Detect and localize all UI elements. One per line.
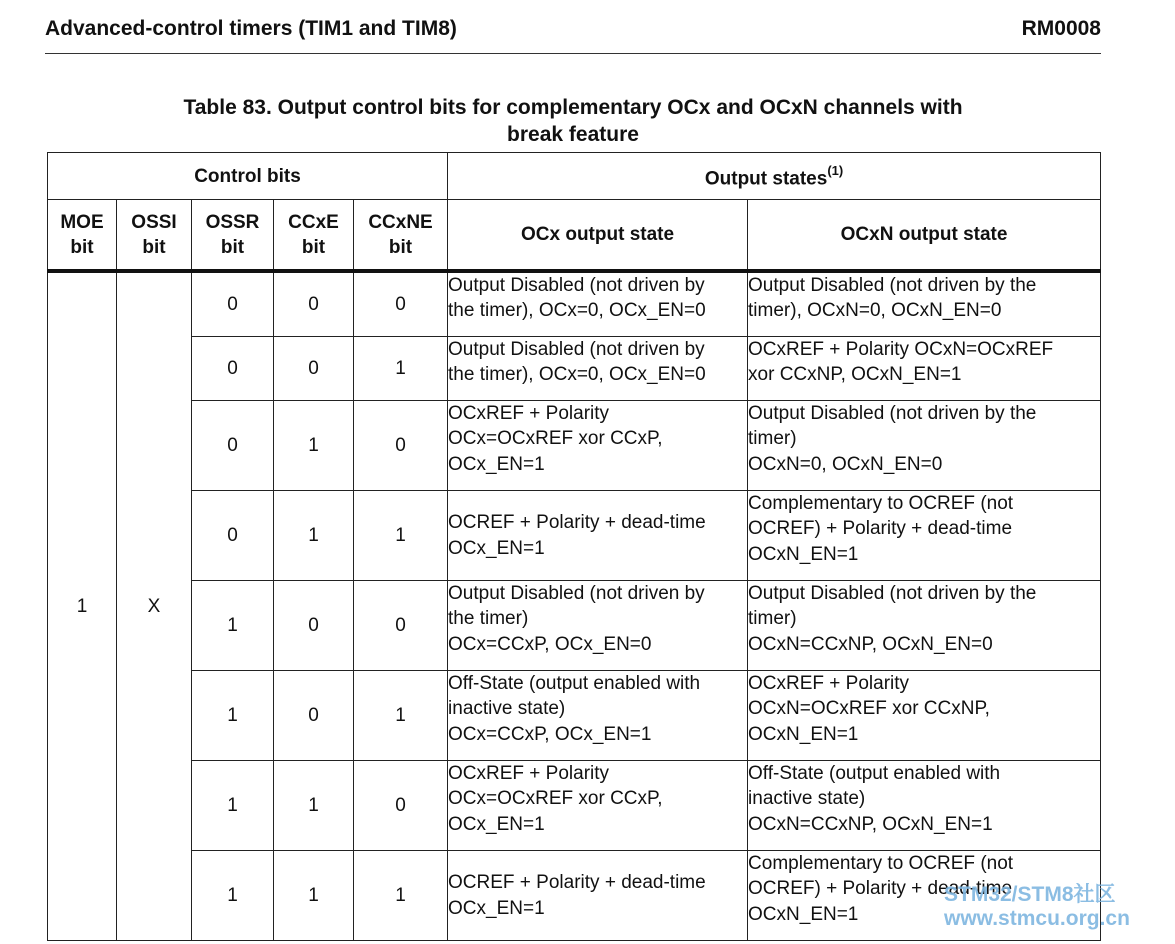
col-ccxne-header: CCxNE bit — [354, 200, 448, 272]
ossi-value-cell: X — [117, 271, 192, 941]
ccxne-cell: 0 — [354, 401, 448, 491]
ccxe-cell: 1 — [274, 761, 354, 851]
ossr-cell: 0 — [192, 491, 274, 581]
table-row — [48, 761, 1101, 851]
col-ccxe-header: CCxE bit — [274, 200, 354, 272]
table-row — [48, 337, 1101, 401]
footnote-marker: (1) — [827, 163, 844, 179]
ossr-cell: 1 — [192, 671, 274, 761]
ossr-cell: 1 — [192, 581, 274, 671]
col-ossi-header: OSSI bit — [117, 200, 192, 272]
ossr-cell: 1 — [192, 851, 274, 941]
caption-line-2: break feature — [507, 123, 639, 146]
ossr-cell: 1 — [192, 761, 274, 851]
ocx-state-cell: OCxREF + Polarity OCx=OCxREF xor CCxP, OCx_EN=1 — [448, 401, 748, 491]
document-id: RM0008 — [1021, 17, 1101, 40]
column-header-row — [48, 200, 1101, 272]
table-row — [48, 581, 1101, 671]
output-states-header: Output states$^{(1)}$ — [448, 153, 1101, 200]
ocxn-state-cell: Output Disabled (not driven by the timer) OCxN=0, OCxN_EN=0 — [748, 401, 1101, 491]
table-row — [48, 671, 1101, 761]
ocx-state-cell: OCREF + Polarity + dead-time OCx_EN=1 — [448, 491, 748, 581]
ossr-cell: 0 — [192, 337, 274, 401]
col-ossr-header: OSSR bit — [192, 200, 274, 272]
ossr-cell: 0 — [192, 271, 274, 337]
page-header — [45, 17, 1101, 54]
ocxn-state-cell: Output Disabled (not driven by the timer), OCxN=0, OCxN_EN=0 — [748, 271, 1101, 337]
ccxne-cell: 1 — [354, 491, 448, 581]
table-caption — [45, 94, 1101, 148]
ocx-state-cell: OCxREF + Polarity OCx=OCxREF xor CCxP, OCx_EN=1 — [448, 761, 748, 851]
section-title: Advanced-control timers (TIM1 and TIM8) — [45, 17, 457, 40]
ocx-state-cell: Output Disabled (not driven by the timer) OCx=CCxP, OCx_EN=0 — [448, 581, 748, 671]
ccxe-cell: 1 — [274, 491, 354, 581]
ccxne-cell: 0 — [354, 761, 448, 851]
ocxn-state-cell: Complementary to OCREF (not OCREF) + Polarity + dead-time OCxN_EN=1 — [748, 851, 1101, 941]
ccxe-cell: 1 — [274, 851, 354, 941]
ocxn-state-cell: Complementary to OCREF (not OCREF) + Polarity + dead-time OCxN_EN=1 — [748, 491, 1101, 581]
watermark-line-1: STM32/STM8社区 — [944, 883, 1116, 906]
table-row — [48, 401, 1101, 491]
col-moe-header: MOE bit — [48, 200, 117, 272]
ocx-state-cell: Off-State (output enabled with inactive state) OCx=CCxP, OCx_EN=1 — [448, 671, 748, 761]
ccxe-cell: 1 — [274, 401, 354, 491]
ccxne-cell: 1 — [354, 671, 448, 761]
watermark-line-2: www.stmcu.org.cn — [944, 907, 1130, 930]
moe-value-cell: 1 — [48, 271, 117, 941]
table-row — [48, 851, 1101, 941]
site-watermark — [944, 883, 1130, 931]
group-header-row — [48, 153, 1101, 200]
ocxn-state-cell: Off-State (output enabled with inactive state) OCxN=CCxNP, OCxN_EN=1 — [748, 761, 1101, 851]
col-ocx-header: OCx output state — [448, 200, 748, 272]
caption-line-1: Table 83. Output control bits for complementary OCx and OCxN channels with — [183, 96, 963, 119]
ocxn-state-cell: OCxREF + Polarity OCxN=OCxREF xor CCxNP, OCxN_EN=1 — [748, 671, 1101, 761]
table-row — [48, 491, 1101, 581]
table-row — [48, 271, 1101, 337]
ossr-cell: 0 — [192, 401, 274, 491]
ccxe-cell: 0 — [274, 337, 354, 401]
col-ocxn-header: OCxN output state — [748, 200, 1101, 272]
output-control-table — [47, 152, 1101, 941]
ocxn-state-cell: OCxREF + Polarity OCxN=OCxREF xor CCxNP, OCxN_EN=1 — [748, 337, 1101, 401]
ccxe-cell: 0 — [274, 671, 354, 761]
control-bits-header: Control bits — [48, 153, 448, 200]
ocxn-state-cell: Output Disabled (not driven by the timer) OCxN=CCxNP, OCxN_EN=0 — [748, 581, 1101, 671]
ccxne-cell: 0 — [354, 271, 448, 337]
ocx-state-cell: Output Disabled (not driven by the timer), OCx=0, OCx_EN=0 — [448, 337, 748, 401]
ccxe-cell: 0 — [274, 581, 354, 671]
ocx-state-cell: OCREF + Polarity + dead-time OCx_EN=1 — [448, 851, 748, 941]
ccxe-cell: 0 — [274, 271, 354, 337]
ccxne-cell: 1 — [354, 337, 448, 401]
ocx-state-cell: Output Disabled (not driven by the timer), OCx=0, OCx_EN=0 — [448, 271, 748, 337]
ccxne-cell: 0 — [354, 581, 448, 671]
ccxne-cell: 1 — [354, 851, 448, 941]
